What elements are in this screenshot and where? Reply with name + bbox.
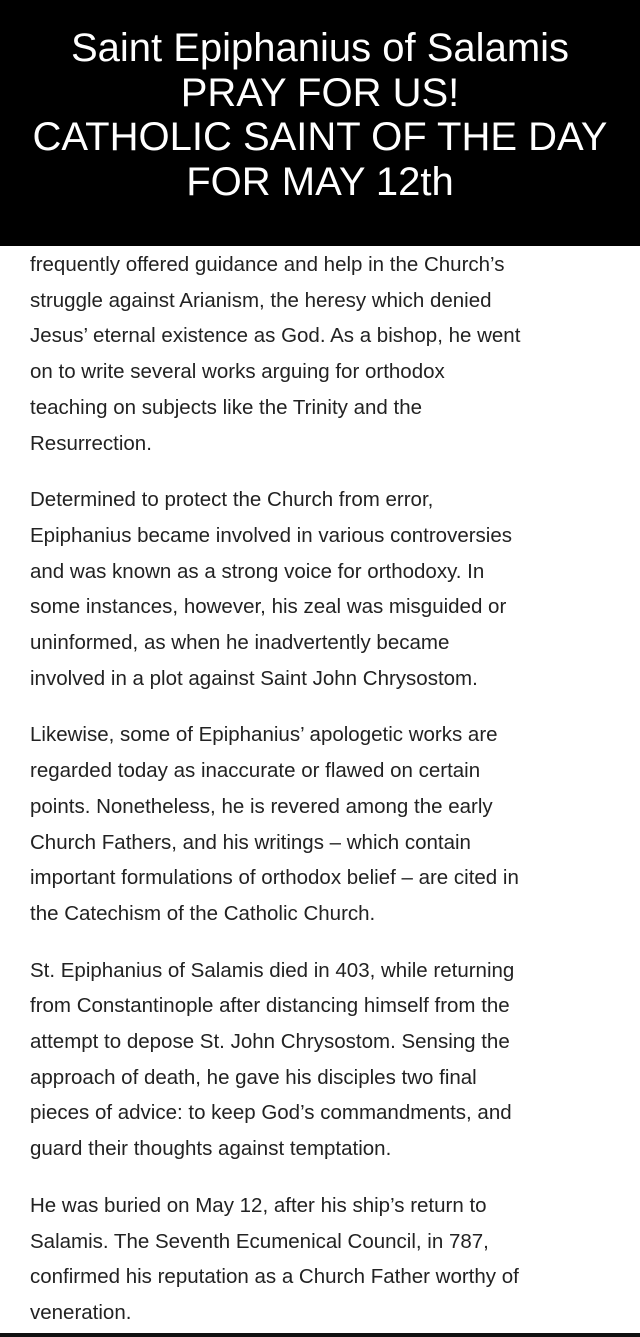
text-line: frequently offered guidance and help in the Church’s (30, 253, 505, 276)
text-line: approach of death, he gave his disciples two final (30, 1065, 477, 1089)
text-line: on to write several works arguing for orthodox (30, 360, 445, 384)
paragraph-apologetic-works (30, 717, 625, 931)
bottom-divider (0, 1333, 640, 1337)
text-line: Likewise, some of Epiphanius’ apologetic works are (30, 723, 498, 747)
banner-title-saint-name: Saint Epiphanius of Salamis (70, 26, 570, 70)
text-line: and was known as a strong voice for orthodoxy. In (30, 559, 485, 583)
text-line: Determined to protect the Church from error, (30, 488, 434, 512)
text-line: involved in a plot against Saint John Chrysostom. (30, 666, 478, 690)
paragraph-burial (30, 1188, 625, 1331)
text-line: uninformed, as when he inadvertently became (30, 631, 450, 655)
text-line: points. Nonetheless, he is revered among the early (30, 794, 493, 818)
text-line: important formulations of orthodox belief – are cited in (30, 866, 519, 890)
text-line: confirmed his reputation as a Church Father worthy of (30, 1265, 519, 1289)
paragraph-controversies (30, 482, 625, 696)
text-line: struggle against Arianism, the heresy which denied (30, 288, 492, 312)
paragraph-death (30, 953, 625, 1167)
text-line: teaching on subjects like the Trinity and the (30, 395, 423, 419)
article-body (30, 247, 625, 1331)
text-line: Epiphanius became involved in various controversies (30, 523, 513, 547)
banner-title-prayer: PRAY FOR US! (180, 70, 460, 115)
paragraph-arianism (30, 247, 625, 461)
banner-title-date: FOR MAY 12th (186, 159, 454, 204)
text-line: regarded today as inaccurate or flawed on certain (30, 759, 481, 783)
text-line: Jesus’ eternal existence as God. As a bishop, he went (30, 324, 521, 348)
text-line: Salamis. The Seventh Ecumenical Council, in 787, (30, 1229, 489, 1253)
text-line: the Catechism of the Catholic Church. (30, 901, 376, 925)
text-line: St. Epiphanius of Salamis died in 403, while returning (30, 958, 515, 982)
text-line: He was buried on May 12, after his ship’s return to (30, 1193, 487, 1217)
text-line: attempt to depose St. John Chrysostom. Sensing the (30, 1030, 510, 1054)
text-line: from Constantinople after distancing himself from the (30, 994, 510, 1018)
text-line: guard their thoughts against temptation. (30, 1137, 392, 1161)
title-banner (0, 0, 640, 246)
text-line: veneration. (30, 1300, 132, 1324)
text-line: Resurrection. (30, 431, 152, 455)
banner-title-saint-of-day: CATHOLIC SAINT OF THE DAY (32, 115, 608, 159)
text-line: some instances, however, his zeal was misguided or (30, 595, 507, 619)
text-line: Church Fathers, and his writings – which contain (30, 830, 471, 854)
text-line: pieces of advice: to keep God’s commandments, and (30, 1101, 512, 1125)
